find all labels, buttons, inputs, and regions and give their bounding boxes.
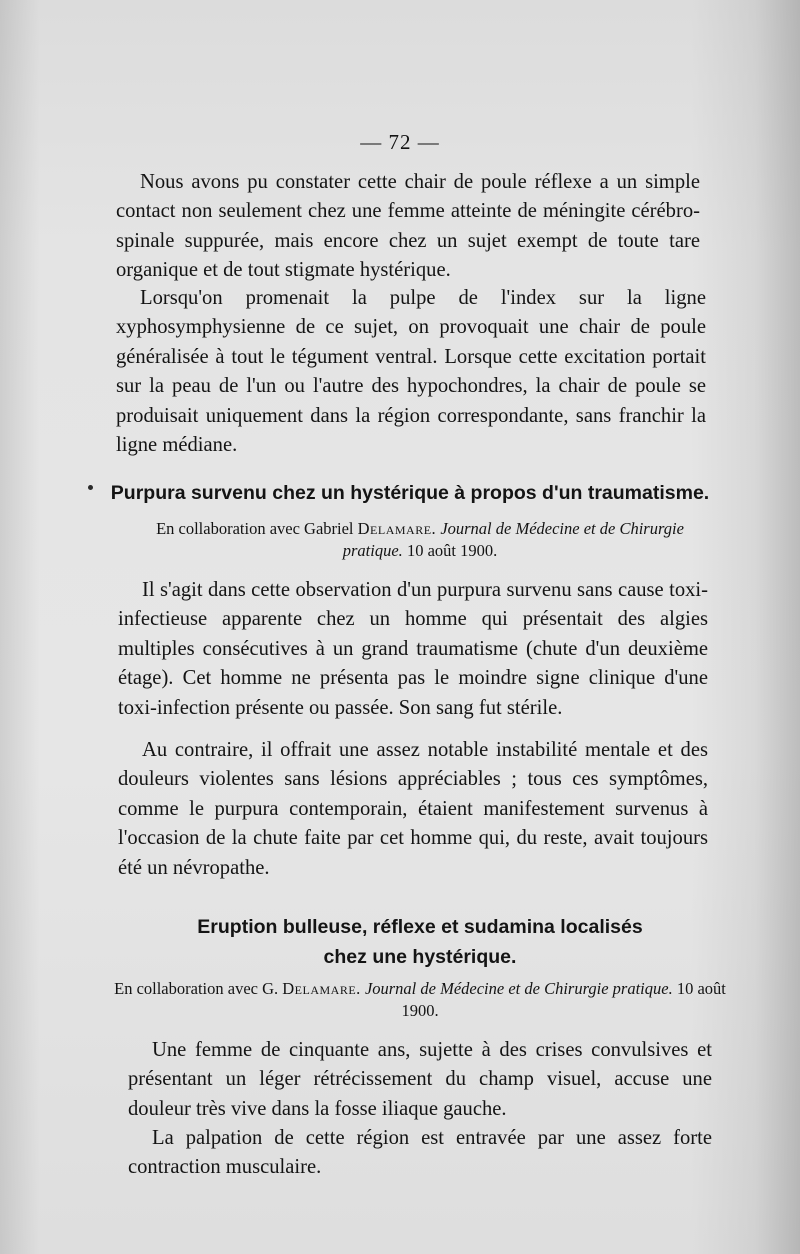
- purpura-paragraph-1: Il s'agit dans cette observation d'un purpura survenu sans cause toxi-infectieuse apparente chez un homme qui présentait des algies multiples consécutives à un grand traumatisme (chute d'un deuxième étage). Cet homme ne présenta pas le moindre signe clinique d'une toxi-infection présente ou passée. Son sang fut stérile.: [118, 579, 708, 719]
- citation-prefix: En collaboration avec Gabriel: [156, 519, 354, 538]
- margin-dot: [88, 485, 93, 490]
- body-paragraph-1: Nous avons pu constater cette chair de poule réflexe a un simple contact non seulement chez une femme atteinte de méningite cérébro-spinale suppurée, mais encore chez un sujet exempt de toute tare organique et de tout stigmate hystérique.: [116, 171, 700, 282]
- citation-prefix: En collaboration avec G.: [114, 979, 279, 998]
- citation-purpura: [150, 518, 690, 562]
- citation-author: Delamare.: [357, 519, 437, 538]
- section-heading-eruption-line-1: Eruption bulleuse, réflexe et sudamina localisés: [197, 916, 643, 938]
- purpura-paragraph-2: Au contraire, il offrait une assez notable instabilité mentale et des douleurs violentes sans lésions appréciables ; tous ces symptômes, comme le purpura contemporain, étaient manifestement survenus à l'occasion de la chute faite par cet homme qui, du reste, avait toujours été un névropathe.: [118, 739, 708, 879]
- citation-eruption: [110, 978, 730, 1022]
- citation-date: 10 août 1900.: [406, 541, 498, 560]
- citation-journal: Journal de Médecine et de Chirurgie pratique.: [342, 519, 684, 560]
- section-heading-purpura: Purpura survenu chez un hystérique à propos d'un traumatisme.: [110, 482, 710, 504]
- section-heading-eruption-line-2: chez une hystérique.: [323, 946, 517, 968]
- section-heading-eruption: [110, 912, 730, 972]
- eruption-paragraph-2: La palpation de cette région est entravée par une assez forte contraction musculaire.: [128, 1127, 712, 1179]
- body-paragraph-2: Lorsqu'on promenait la pulpe de l'index sur la ligne xyphosymphysienne de ce sujet, on provoquait une chair de poule généralisée à tout le tégument ventral. Lorsque cette excitation portait sur la peau de l'un ou l'autre des hypochondres, la chair de poule se produisait uniquement dans la région correspondante, sans franchir la ligne médiane.: [116, 287, 706, 457]
- citation-journal: Journal de Médecine et de Chirurgie pratique.: [364, 979, 673, 998]
- citation-date: 10 août 1900.: [401, 979, 726, 1020]
- eruption-paragraph-1: Une femme de cinquante ans, sujette à des crises convulsives et présentant un léger rétrécissement du champ visuel, accuse une douleur très vive dans la fosse iliaque gauche.: [128, 1039, 712, 1120]
- page-number: — 72 —: [360, 130, 440, 154]
- citation-author: Delamare.: [282, 979, 361, 998]
